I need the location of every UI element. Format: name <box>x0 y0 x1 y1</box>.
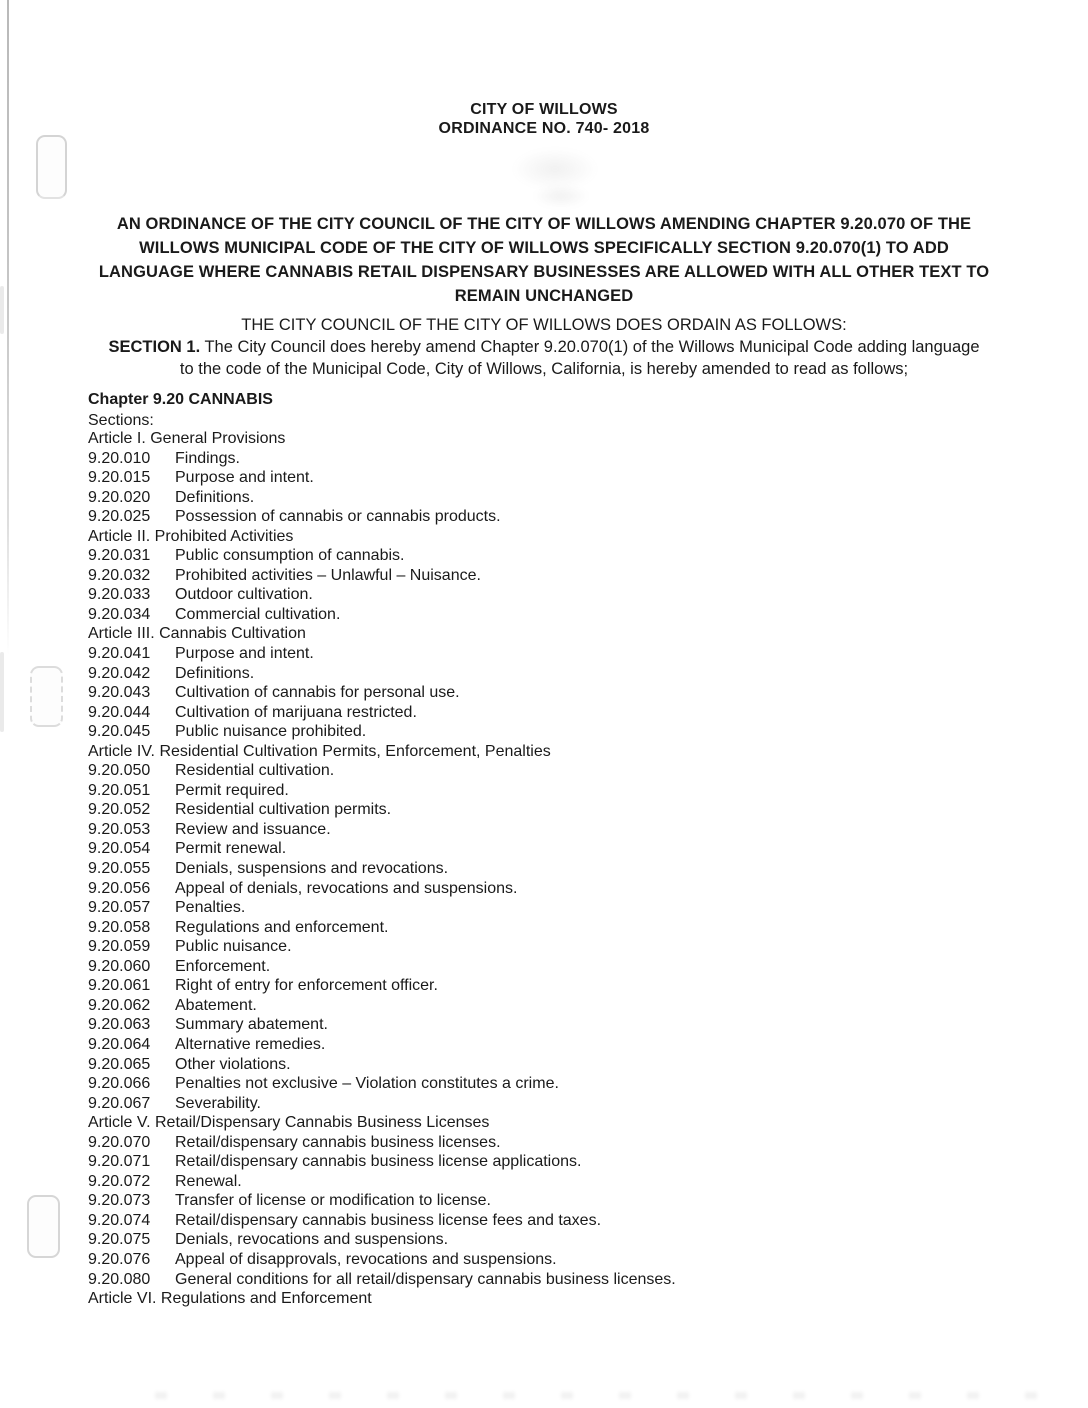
toc-section-title: Appeal of denials, revocations and suspensions. <box>175 879 518 897</box>
chapter-heading: Chapter 9.20 CANNABIS <box>88 391 273 408</box>
binder-hole-bottom <box>27 1195 60 1258</box>
toc-section-title: Cultivation of marijuana restricted. <box>175 703 417 721</box>
toc-section-row <box>88 1250 676 1270</box>
title-line: LANGUAGE WHERE CANNABIS RETAIL DISPENSARY BUSINESSES ARE ALLOWED WITH ALL OTHER TEXT TO <box>98 263 990 281</box>
toc-section-number: 9.20.058 <box>88 918 151 936</box>
toc-section-title: Outdoor cultivation. <box>175 586 313 604</box>
toc-section-row <box>88 781 676 801</box>
toc-section-row <box>88 1270 676 1290</box>
toc-section-row <box>88 546 676 566</box>
toc-article-row <box>88 742 676 762</box>
toc-section-row <box>88 996 676 1016</box>
toc-section-title: Residential cultivation. <box>175 762 335 780</box>
ordain-paragraph <box>54 314 1034 380</box>
toc-section-number: 9.20.070 <box>88 1133 151 1151</box>
toc-section-row <box>88 468 676 488</box>
binder-hole-middle <box>30 666 63 727</box>
toc-section-title: Cultivation of cannabis for personal use. <box>175 684 460 702</box>
toc-section-title: General conditions for all retail/dispensary cannabis business licenses. <box>175 1270 676 1288</box>
toc-section-number: 9.20.055 <box>88 860 151 878</box>
toc-section-number: 9.20.015 <box>88 469 151 487</box>
toc-section-number: 9.20.043 <box>88 684 151 702</box>
toc-section-number: 9.20.074 <box>88 1211 151 1229</box>
toc-section-number: 9.20.034 <box>88 605 151 623</box>
toc-section-row <box>88 976 676 996</box>
toc-section-row <box>88 937 676 957</box>
toc-section-title: Alternative remedies. <box>175 1035 326 1053</box>
ordinance-number: ORDINANCE NO. 740- 2018 <box>438 120 650 137</box>
toc-article-label: Article V. Retail/Dispensary Cannabis Business Licenses <box>88 1114 490 1132</box>
scan-smudge <box>533 184 589 208</box>
toc-section-title: Renewal. <box>175 1172 242 1190</box>
document-header <box>64 100 1024 138</box>
toc-article-label: Article II. Prohibited Activities <box>88 527 294 545</box>
toc-section-number: 9.20.080 <box>88 1270 151 1288</box>
toc-section-title: Public nuisance prohibited. <box>175 723 367 741</box>
scan-edge-mark <box>0 652 4 732</box>
toc-section-number: 9.20.064 <box>88 1035 151 1053</box>
toc-article-row <box>88 624 676 644</box>
toc-section-title: Right of entry for enforcement officer. <box>175 977 438 995</box>
toc-section-row <box>88 1074 676 1094</box>
toc-section-title: Retail/dispensary cannabis business licenses. <box>175 1133 501 1151</box>
toc-section-row <box>88 722 676 742</box>
sections-list <box>88 429 676 1309</box>
toc-section-title: Permit renewal. <box>175 840 287 858</box>
toc-section-row <box>88 918 676 938</box>
ordain-line: THE CITY COUNCIL OF THE CITY OF WILLOWS DOES ORDAIN AS FOLLOWS: <box>241 316 847 334</box>
toc-section-row <box>88 879 676 899</box>
toc-section-row <box>88 1055 676 1075</box>
toc-section-title: Penalties not exclusive – Violation constitutes a crime. <box>175 1075 559 1093</box>
toc-article-label: Article VI. Regulations and Enforcement <box>88 1290 372 1308</box>
scan-edge-line <box>7 0 9 655</box>
toc-section-row <box>88 1015 676 1035</box>
toc-section-number: 9.20.052 <box>88 801 151 819</box>
toc-section-row <box>88 566 676 586</box>
toc-section-title: Purpose and intent. <box>175 469 314 487</box>
scan-edge-mark <box>0 286 4 334</box>
section-1-label: SECTION 1. <box>108 338 201 356</box>
toc-section-title: Retail/dispensary cannabis business license fees and taxes. <box>175 1211 602 1229</box>
toc-article-row <box>88 429 676 449</box>
toc-section-number: 9.20.051 <box>88 781 151 799</box>
toc-section-row <box>88 1094 676 1114</box>
toc-section-title: Transfer of license or modification to license. <box>175 1192 491 1210</box>
toc-section-row <box>88 957 676 977</box>
toc-section-number: 9.20.066 <box>88 1075 151 1093</box>
toc-section-title: Residential cultivation permits. <box>175 801 392 819</box>
toc-section-row <box>88 1172 676 1192</box>
toc-section-title: Denials, revocations and suspensions. <box>175 1231 449 1249</box>
toc-section-row <box>88 1191 676 1211</box>
toc-section-title: Definitions. <box>175 488 255 506</box>
toc-section-number: 9.20.073 <box>88 1192 151 1210</box>
toc-section-title: Abatement. <box>175 996 257 1014</box>
toc-section-row <box>88 449 676 469</box>
toc-section-title: Purpose and intent. <box>175 645 314 663</box>
toc-section-row <box>88 488 676 508</box>
toc-article-label: Article III. Cannabis Cultivation <box>88 625 306 643</box>
toc-section-title: Severability. <box>175 1094 261 1112</box>
toc-section-number: 9.20.071 <box>88 1153 151 1171</box>
toc-section-title: Appeal of disapprovals, revocations and suspensions. <box>175 1250 557 1268</box>
section-1-line <box>54 336 1034 358</box>
toc-article-row <box>88 1113 676 1133</box>
toc-section-title: Penalties. <box>175 899 246 917</box>
toc-section-title: Findings. <box>175 449 240 467</box>
toc-article-row <box>88 527 676 547</box>
toc-section-number: 9.20.059 <box>88 938 151 956</box>
toc-section-number: 9.20.076 <box>88 1250 151 1268</box>
toc-section-number: 9.20.050 <box>88 762 151 780</box>
toc-section-title: Denials, suspensions and revocations. <box>175 860 449 878</box>
toc-section-title: Other violations. <box>175 1055 291 1073</box>
toc-section-number: 9.20.010 <box>88 449 151 467</box>
toc-section-number: 9.20.053 <box>88 820 151 838</box>
toc-section-title: Enforcement. <box>175 957 271 975</box>
toc-article-row <box>88 1289 676 1309</box>
toc-section-title: Definitions. <box>175 664 255 682</box>
toc-article-label: Article IV. Residential Cultivation Permits, Enforcement, Penalties <box>88 742 551 760</box>
toc-section-number: 9.20.075 <box>88 1231 151 1249</box>
title-line: AN ORDINANCE OF THE CITY COUNCIL OF THE CITY OF WILLOWS AMENDING CHAPTER 9.20.070 OF THE <box>116 215 972 233</box>
toc-section-number: 9.20.044 <box>88 703 151 721</box>
toc-section-number: 9.20.020 <box>88 488 151 506</box>
toc-section-row <box>88 683 676 703</box>
toc-section-row <box>88 800 676 820</box>
bottom-scan-smudge <box>155 1392 1045 1399</box>
toc-section-row <box>88 1230 676 1250</box>
toc-section-row <box>88 859 676 879</box>
toc-section-title: Retail/dispensary cannabis business license applications. <box>175 1153 582 1171</box>
binder-hole-top <box>36 135 67 199</box>
toc-article-label: Article I. General Provisions <box>88 430 286 447</box>
toc-section-number: 9.20.032 <box>88 566 151 584</box>
toc-section-number: 9.20.056 <box>88 879 151 897</box>
ordain-line: to the code of the Municipal Code, City of Willows, California, is hereby amended to read as follows; <box>179 360 909 378</box>
toc-section-row <box>88 1152 676 1172</box>
toc-section-row <box>88 644 676 664</box>
toc-section-title: Public consumption of cannabis. <box>175 547 405 565</box>
toc-section-title: Commercial cultivation. <box>175 605 341 623</box>
toc-section-number: 9.20.062 <box>88 996 151 1014</box>
section-1-text: The City Council does hereby amend Chapter 9.20.070(1) of the Willows Municipal Code adding language <box>200 338 980 356</box>
ordinance-title-paragraph <box>54 212 1034 308</box>
toc-section-number: 9.20.065 <box>88 1055 151 1073</box>
toc-section-number: 9.20.033 <box>88 586 151 604</box>
toc-section-row <box>88 1133 676 1153</box>
toc-section-row <box>88 1211 676 1231</box>
toc-section-row <box>88 761 676 781</box>
toc-section-row <box>88 703 676 723</box>
toc-section-row <box>88 664 676 684</box>
toc-section-number: 9.20.057 <box>88 899 151 917</box>
toc-section-title: Prohibited activities – Unlawful – Nuisance. <box>175 566 481 584</box>
title-line: REMAIN UNCHANGED <box>454 287 634 305</box>
toc-section-number: 9.20.067 <box>88 1094 151 1112</box>
toc-section-row <box>88 585 676 605</box>
toc-section-row <box>88 898 676 918</box>
toc-section-row <box>88 507 676 527</box>
toc-section-row <box>88 839 676 859</box>
city-title: CITY OF WILLOWS <box>470 101 618 118</box>
toc-section-title: Permit required. <box>175 781 289 799</box>
toc-section-title: Public nuisance. <box>175 938 292 956</box>
toc-section-number: 9.20.045 <box>88 723 151 741</box>
toc-section-number: 9.20.031 <box>88 547 151 565</box>
sections-label: Sections: <box>88 412 154 429</box>
toc-section-number: 9.20.041 <box>88 645 151 663</box>
toc-section-number: 9.20.025 <box>88 508 151 526</box>
toc-section-title: Summary abatement. <box>175 1016 328 1034</box>
toc-section-number: 9.20.072 <box>88 1172 151 1190</box>
toc-section-number: 9.20.061 <box>88 977 151 995</box>
toc-section-row <box>88 1035 676 1055</box>
toc-section-title: Review and issuance. <box>175 820 331 838</box>
toc-section-number: 9.20.054 <box>88 840 151 858</box>
toc-section-number: 9.20.060 <box>88 957 151 975</box>
toc-section-number: 9.20.063 <box>88 1016 151 1034</box>
toc-section-title: Regulations and enforcement. <box>175 918 389 936</box>
toc-section-number: 9.20.042 <box>88 664 151 682</box>
title-line: WILLOWS MUNICIPAL CODE OF THE CITY OF WILLOWS SPECIFICALLY SECTION 9.20.070(1) TO ADD <box>139 239 949 257</box>
toc-section-row <box>88 820 676 840</box>
toc-section-title: Possession of cannabis or cannabis products. <box>175 508 501 526</box>
toc-section-row <box>88 605 676 625</box>
